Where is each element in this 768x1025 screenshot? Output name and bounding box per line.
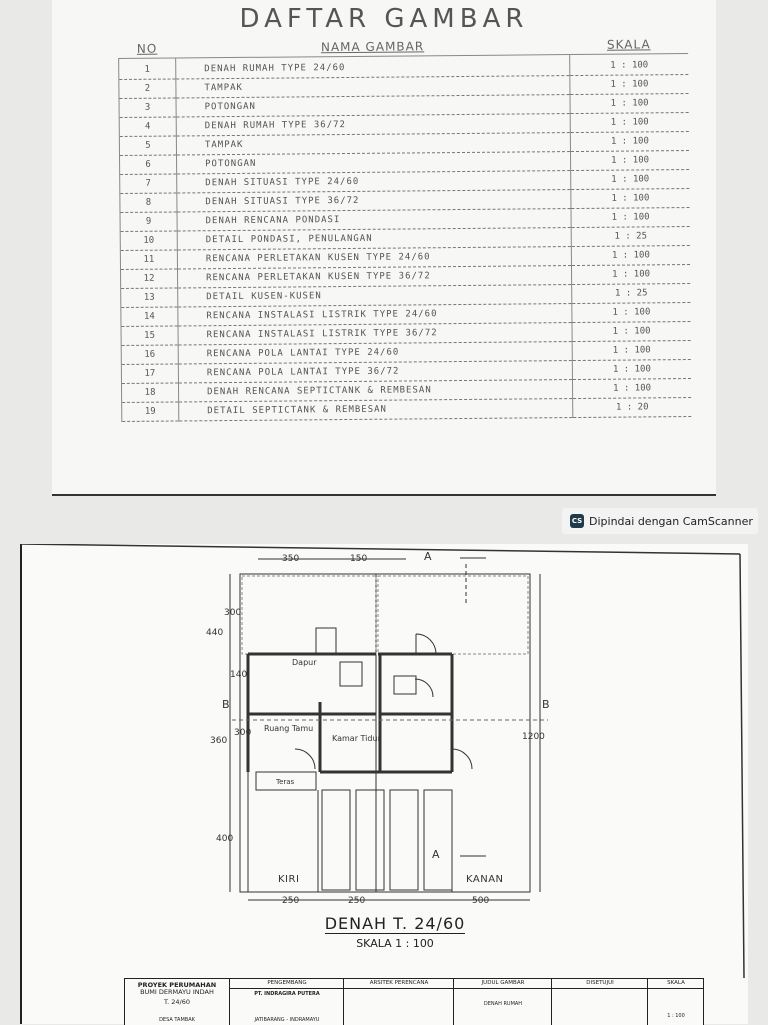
drawing-list-page [52,0,716,496]
section-mark-b-right: B [542,698,550,711]
row-number: 3 [119,98,176,117]
tb-drawing [453,979,552,1025]
row-scale: 1 : 100 [571,170,690,190]
table-row [122,398,692,422]
tb-drawing-name: DENAH RUMAH [483,1001,523,1007]
row-name: RENCANA INSTALASI LISTRIK TYPE 36/72 [178,323,572,345]
tb-approved [551,979,648,1025]
row-number: 16 [121,345,178,364]
plan-title-text: DENAH T. 24/60 [324,914,466,933]
row-scale: 1 : 100 [570,94,689,114]
row-name: RENCANA POLA LANTAI TYPE 24/60 [178,342,572,364]
row-scale: 1 : 100 [571,246,690,266]
row-scale: 1 : 25 [571,227,690,247]
row-name: TAMPAK [176,133,570,155]
row-number: 5 [119,136,176,155]
row-name: DETAIL KUSEN-KUSEN [178,285,572,307]
tb-drawing-header: JUDUL GAMBAR [454,979,552,989]
row-number: 12 [121,269,178,288]
dim-bottom-250a: 250 [282,896,300,906]
row-name: TAMPAK [176,76,570,98]
row-number: 2 [119,79,176,98]
row-name: DENAH SITUASI TYPE 36/72 [177,190,571,212]
row-number: 10 [120,231,177,250]
dim-left-400: 400 [216,834,234,844]
row-number: 18 [121,383,178,402]
dim-left-360: 360 [210,736,228,746]
section-mark-a-bottom: A [432,848,440,861]
room-bedroom: Kamar Tidur [332,734,381,743]
tb-architect [343,979,454,1025]
room-living: Ruang Tamu [264,724,314,733]
tb-project-name: BUMI DERMAYU INDAH [140,988,214,996]
row-number: 4 [119,117,176,136]
row-name: DENAH RUMAH TYPE 24/60 [176,55,570,79]
side-left-label: KIRI [278,874,300,885]
row-scale: 1 : 100 [570,54,689,76]
row-number: 13 [121,288,178,307]
row-name: DENAH RENCANA PONDASI [177,209,571,231]
dim-top-mid: 150 [350,554,368,564]
section-mark-b-left: B [222,698,230,711]
row-name: RENCANA PERLETAKAN KUSEN TYPE 36/72 [178,266,572,288]
row-scale: 1 : 25 [572,284,691,304]
camscanner-badge [562,508,758,534]
row-name: DETAIL SEPTICTANK & REMBESAN [179,399,573,421]
row-number: 9 [120,212,177,231]
row-number: 1 [119,58,176,79]
row-scale: 1 : 100 [570,113,689,133]
row-scale: 1 : 100 [572,341,691,361]
row-number: 8 [120,193,177,212]
row-scale: 1 : 100 [572,322,691,342]
row-scale: 1 : 100 [572,303,691,323]
plan-title [320,914,470,933]
title-block [124,978,704,1025]
row-scale: 1 : 100 [571,208,690,228]
row-number: 15 [121,326,178,345]
row-name: POTONGAN [177,152,571,174]
tb-project-head: PROYEK PERUMAHAN [137,981,217,989]
tb-project-type: T. 24/60 [163,998,191,1006]
room-kitchen: Dapur [292,658,317,667]
row-scale: 1 : 100 [570,75,689,95]
row-name: DENAH SITUASI TYPE 24/60 [177,171,571,193]
tb-project-location: DESA TAMBAK [159,1017,195,1023]
header-no: NO [118,39,175,58]
dim-bottom-250b: 250 [348,896,366,906]
tb-developer-city: JATIBARANG - INDRAMAYU [254,1017,320,1023]
row-name: DENAH RUMAH TYPE 36/72 [176,114,570,136]
row-name: DENAH RENCANA SEPTICTANK & REMBESAN [178,380,572,402]
floor-plan-page [20,544,748,1024]
row-scale: 1 : 20 [573,398,692,418]
header-scale: SKALA [569,35,688,55]
drawing-list-title: DAFTAR GAMBAR [239,4,529,34]
dim-top-left: 350 [282,554,300,564]
tb-project [125,979,229,1025]
row-name: RENCANA PERLETAKAN KUSEN TYPE 24/60 [177,247,571,269]
side-right-label: KANAN [466,874,504,885]
dim-left-140: 140 [230,670,248,680]
dim-inner-300: 300 [234,728,252,738]
tb-approved-header: DISETUJUI [552,979,648,989]
tb-developer-name: PT. INDRAGIRA PUTERA [254,991,320,997]
tb-developer-header: PENGEMBANG [230,979,344,989]
section-mark-a-top: A [424,550,432,563]
dim-bottom-500: 500 [472,896,490,906]
camscanner-logo-icon: CS [570,514,584,528]
dim-left-300: 300 [224,608,242,618]
room-terrace: Teras [276,778,295,786]
row-number: 7 [120,174,177,193]
plan-scale: SKALA 1 : 100 [356,937,434,950]
row-name: RENCANA POLA LANTAI TYPE 36/72 [178,361,572,383]
row-scale: 1 : 100 [571,189,690,209]
row-number: 14 [121,307,178,326]
row-scale: 1 : 100 [572,379,691,399]
tb-developer [229,979,344,1025]
tb-architect-header: ARSITEK PERENCANA [344,979,454,989]
row-name: DETAIL PONDASI, PENULANGAN [177,228,571,250]
tb-scale-value: 1 : 100 [667,1013,685,1019]
row-number: 6 [120,155,177,174]
row-scale: 1 : 100 [572,360,691,380]
floor-plan-drawing [20,544,748,978]
drawing-list-table [118,35,691,422]
row-name: POTONGAN [176,95,570,117]
row-number: 11 [120,250,177,269]
row-scale: 1 : 100 [570,132,689,152]
row-number: 19 [122,402,179,421]
tb-scale-header: SKALA [648,979,704,989]
row-scale: 1 : 100 [571,265,690,285]
tb-scale [647,979,704,1025]
row-scale: 1 : 100 [570,151,689,171]
row-number: 17 [121,364,178,383]
dim-right-1200: 1200 [522,732,545,742]
dim-left-440: 440 [206,628,224,638]
camscanner-label: Dipindai dengan CamScanner [589,514,753,528]
header-name: NAMA GAMBAR [175,36,569,58]
row-name: RENCANA INSTALASI LISTRIK TYPE 24/60 [178,304,572,326]
